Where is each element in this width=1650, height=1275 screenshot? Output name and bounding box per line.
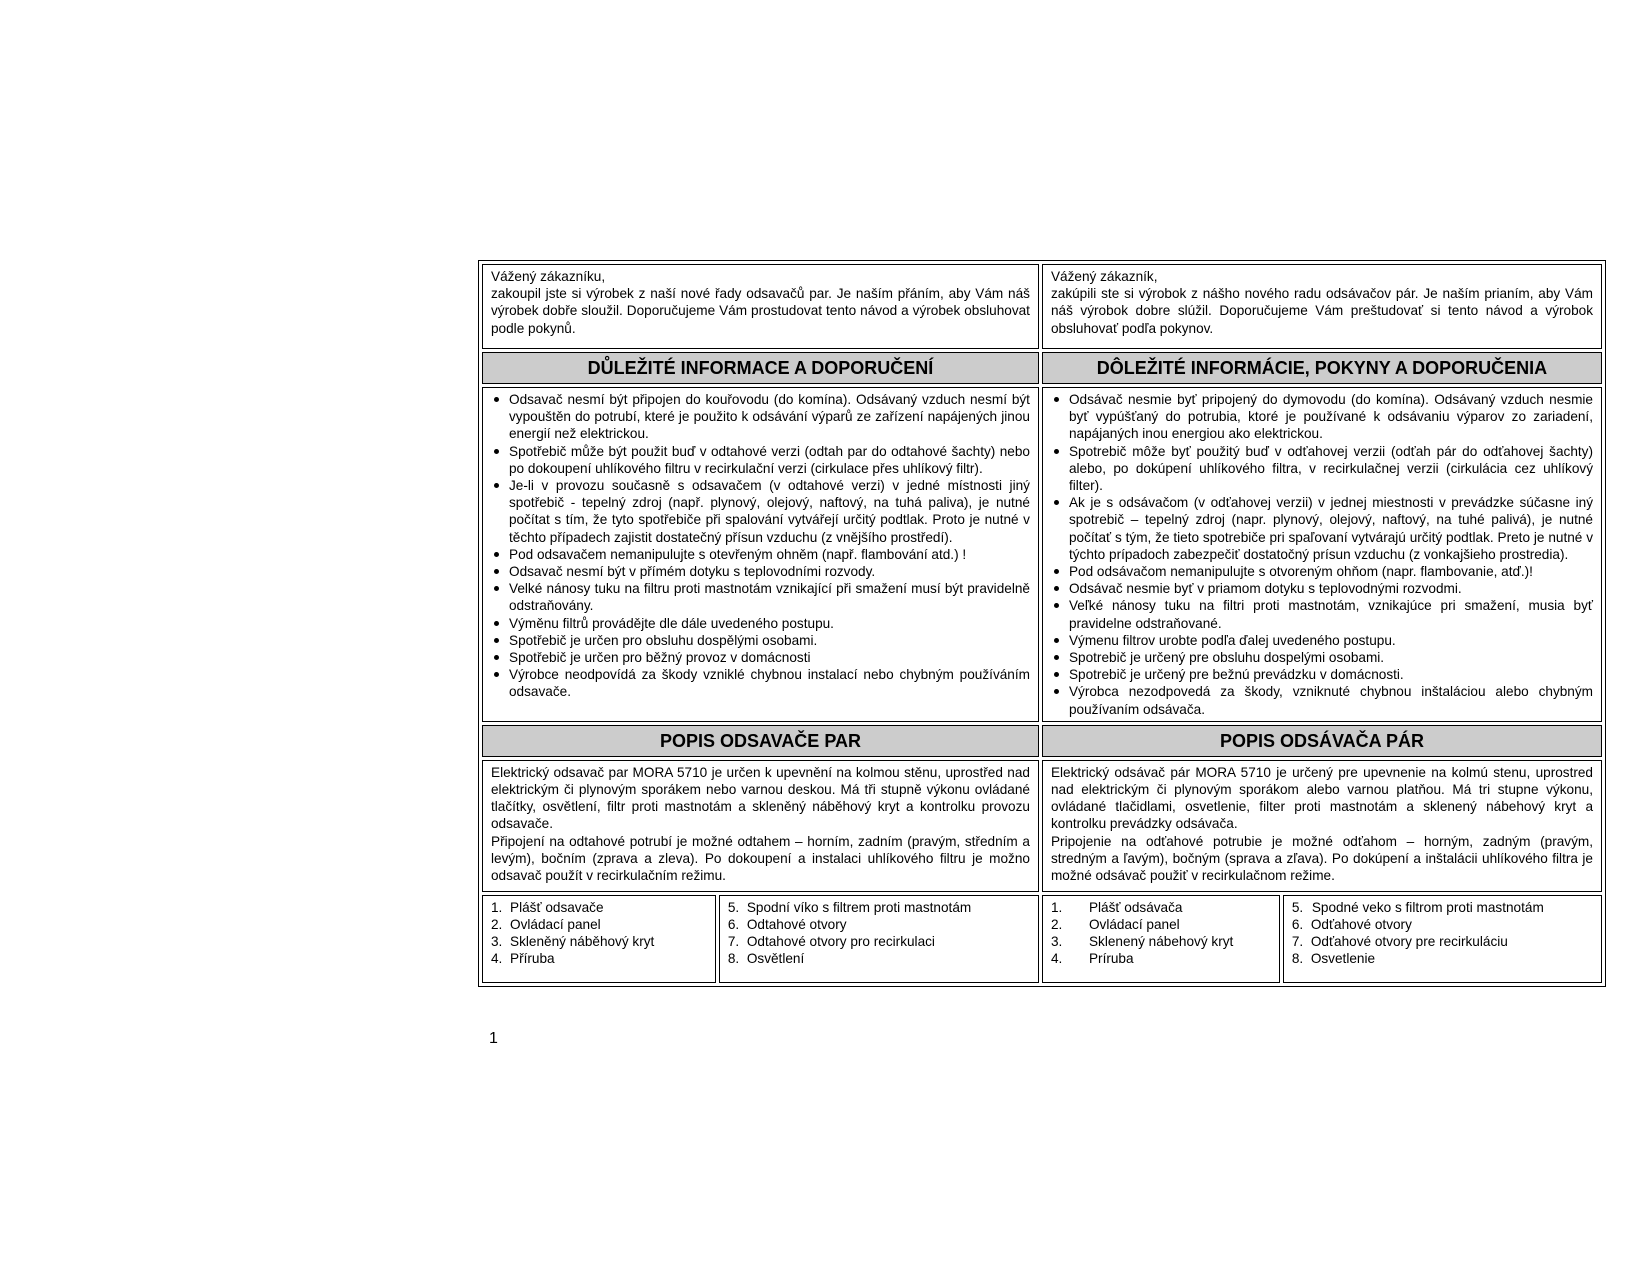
part-number: 1.: [491, 899, 503, 915]
description-p2-cz: Připojení na odtahové potrubí je možné odtahem – horním, zadním (pravým, středním a levým), bočním (zprava a zleva). Po dokoupení a instalaci uhlíkového filtru je možno odsavač použít v recirkulačním režimu.: [491, 833, 1030, 884]
part-number: 4.: [1050, 951, 1063, 967]
part-number: 6.: [727, 917, 740, 933]
list-item: [1292, 899, 1593, 916]
list-item: Pod odsávačom nemanipulujte s otvoreným ohňom (napr. flambovanie, atď.)!: [1051, 563, 1593, 580]
parts-list-left-sk: [1051, 899, 1271, 968]
important-list-cz: [491, 391, 1030, 701]
part-label: Odtahové otvory: [746, 917, 847, 933]
manual-table: [478, 260, 1606, 987]
list-item: [491, 899, 707, 916]
list-item: Výrobca nezodpovedá za škody, vzniknuté chybnou inštaláciou alebo chybným používaním odsávača.: [1051, 683, 1593, 717]
description-sk: [1042, 760, 1602, 892]
important-list-cz-cell: [482, 387, 1039, 722]
greeting-body-sk: zakúpili ste si výrobok z nášho nového radu odsávačov pár. Je naším prianím, aby Vám náš výrobok dobre slúžil. Doporučujeme Vám preštudovať si tento návod a výrobok obsluhovať podľa pokynov.: [1050, 286, 1593, 336]
part-label: Plášť odsavače: [510, 899, 604, 915]
part-label: Příruba: [510, 951, 555, 967]
part-label: Odťahové otvory: [1310, 917, 1412, 933]
part-number: 8.: [1291, 951, 1304, 967]
part-number: 3.: [491, 934, 503, 950]
parts-list-right-sk: [1292, 899, 1593, 968]
list-item: Spotřebič je určen pro běžný provoz v domácnosti: [491, 649, 1030, 666]
list-item: Odsávač nesmie byť pripojený do dymovodu (do komína). Odsávaný vzduch nesmie byť vypúšťaný do potrubia, ktoré je používané k odsávaniu výparov zo zariadení, napájaných inou energiou ako elektrickou.: [1051, 391, 1593, 443]
part-label: Sklenený nábehový kryt: [1088, 934, 1234, 950]
greeting-cz: [482, 264, 1039, 349]
parts-list-right-cz: [728, 899, 1030, 968]
list-item: Spotrebič je určený pre bežnú prevádzku v domácnosti.: [1051, 666, 1593, 683]
page-number: 1: [489, 1030, 498, 1047]
list-item: Spotřebič může být použit buď v odtahové verzi (odtah par do odtahové šachty) nebo po dokoupení uhlíkového filtru v recirkulační verzi (cirkulace přes uhlíkový filtr).: [491, 443, 1030, 477]
important-heading-cz: DŮLEŽITÉ INFORMACE A DOPORUČENÍ: [482, 352, 1039, 384]
important-list-sk: [1051, 391, 1593, 718]
part-number: 3.: [1050, 934, 1063, 950]
description-cz: [482, 760, 1039, 892]
parts-right-sk: [1283, 895, 1602, 983]
list-item: Ak je s odsávačom (v odťahovej verzii) v jednej miestnosti v prevádzke súčasne iný spotrebič – tepelný zdroj (napr. plynový, olejový, naftový, na tuhé palivá), je nutné počítať s tým, že tieto spotrebiče pri spaľovaní vytvárajú určitý podtlak. Preto je nutné v týchto prípadoch zabezpečiť dostatočný prísun vzduchu (z vonkajšieho prostredia).: [1051, 494, 1593, 563]
list-item: Odsávač nesmie byť v priamom dotyku s teplovodnými rozvodmi.: [1051, 580, 1593, 597]
description-p2-sk: Pripojenie na odťahové potrubie je možné odťahom – horným, zadným (pravým, stredným a ľavým), bočným (sprava a zľava). Po dokúpení a inštalácii uhlíkového filtra je možné odsávač použiť v recirkulačnom režime.: [1050, 833, 1593, 884]
part-number: 2.: [491, 917, 503, 933]
part-label: Osvetlenie: [1310, 951, 1376, 967]
part-number: 6.: [1291, 917, 1304, 933]
list-item: [728, 916, 1030, 933]
list-item: Výrobce neodpovídá za škody vzniklé chybnou instalací nebo chybným používáním odsavače.: [491, 666, 1030, 700]
part-number: 7.: [1291, 934, 1304, 950]
list-item: [1051, 933, 1271, 950]
list-item: Spotrebič je určený pre obsluhu dospelými osobami.: [1051, 649, 1593, 666]
list-item: [1051, 950, 1271, 967]
part-number: 4.: [491, 951, 503, 967]
list-item: [1292, 950, 1593, 967]
part-number: 5.: [727, 899, 740, 915]
part-number: 5.: [1291, 899, 1304, 915]
important-list-sk-cell: [1042, 387, 1602, 722]
description-p1-sk: Elektrický odsávač pár MORA 5710 je určený pre upevnenie na kolmú stenu, uprostred nad elektrickým či plynovým sporákom alebo varnou platňou. Má tri stupne výkonu, ovládané tlačidlami, osvetlenie, filter proti mastnotám a sklenený nábehový kryt a kontrolku prevádzky odsávača.: [1050, 764, 1593, 832]
list-item: Je-li v provozu současně s odsavačem (v odtahové verzi) v jedné místnosti jiný spotřebič - tepelný zdroj (např. plynový, olejový, naftový, na tuhá paliva), je nutné počítat s tím, že tyto spotřebiče při spalování vytvářejí určitý podtlak. Proto je nutné v těchto případech zajistit dostatečný přísun vzduchu (z vnějšího prostředí).: [491, 477, 1030, 546]
list-item: [491, 950, 707, 967]
list-item: Pod odsavačem nemanipulujte s otevřeným ohněm (např. flambování atd.) !: [491, 546, 1030, 563]
part-label: Príruba: [1088, 951, 1134, 967]
part-label: Ovládací panel: [510, 917, 601, 933]
greeting-title-cz: Vážený zákazníku,: [491, 269, 606, 284]
list-item: [491, 933, 707, 950]
list-item: [728, 950, 1030, 967]
greeting-sk: [1042, 264, 1602, 349]
list-item: Výmenu filtrov urobte podľa ďalej uvedeného postupu.: [1051, 632, 1593, 649]
list-item: Veľké nánosy tuku na filtri proti mastnotám, vznikajúce pri smažení, musia byť pravidelne odstraňované.: [1051, 597, 1593, 631]
parts-list-left-cz: [491, 899, 707, 968]
list-item: [491, 916, 707, 933]
list-item: [1292, 933, 1593, 950]
list-item: Výměnu filtrů provádějte dle dále uvedeného postupu.: [491, 615, 1030, 632]
description-heading-sk: POPIS ODSÁVAČA PÁR: [1042, 725, 1602, 757]
list-item: Spotrebič môže byť použitý buď v odťahovej verzii (odťah pár do odťahovej šachty) alebo, po dokúpení uhlíkového filtra, v recirkulačnej verzii (cirkulácia cez uhlíkový filter).: [1051, 443, 1593, 495]
description-p1-cz: Elektrický odsavač par MORA 5710 je určen k upevnění na kolmou stěnu, uprostřed nad elektrickým či plynovým sporákem nebo varnou deskou. Má tři stupně výkonu ovládané tlačítky, osvětlení, filtr proti mastnotám a skleněný náběhový kryt a kontrolku provozu odsavače.: [491, 764, 1030, 832]
part-number: 8.: [727, 951, 740, 967]
parts-left-cz: [482, 895, 716, 983]
parts-left-sk: [1042, 895, 1280, 983]
part-label: Skleněný náběhový kryt: [510, 934, 655, 950]
part-label: Plášť odsávača: [1088, 899, 1183, 915]
list-item: [1051, 899, 1271, 916]
list-item: Velké nánosy tuku na filtru proti mastnotám vznikající při smažení musí být pravidelně odstraňovány.: [491, 580, 1030, 614]
part-number: 7.: [727, 934, 740, 950]
list-item: Odsavač nesmí být připojen do kouřovodu (do komína). Odsávaný vzduch nesmí být vypouštěn do potrubí, které je použito k odsávání výparů ze zařízení napájených jinou energií než elektrickou.: [491, 391, 1030, 443]
list-item: Odsavač nesmí být v přímém dotyku s teplovodními rozvody.: [491, 563, 1030, 580]
important-heading-sk: DÔLEŽITÉ INFORMÁCIE, POKYNY A DOPORUČENIA: [1042, 352, 1602, 384]
parts-right-cz: [719, 895, 1039, 983]
part-label: Osvětlení: [746, 951, 805, 967]
description-heading-cz: POPIS ODSAVAČE PAR: [482, 725, 1039, 757]
list-item: [728, 899, 1030, 916]
list-item: [728, 933, 1030, 950]
part-label: Ovládací panel: [1088, 917, 1180, 933]
list-item: [1051, 916, 1271, 933]
part-label: Spodné veko s filtrom proti mastnotám: [1311, 899, 1544, 915]
part-label: Odťahové otvory pre recirkuláciu: [1310, 934, 1508, 950]
greeting-title-sk: Vážený zákazník,: [1050, 269, 1158, 284]
part-label: Spodní víko s filtrem proti mastnotám: [746, 899, 972, 915]
part-number: 2.: [1050, 917, 1063, 933]
part-number: 1.: [1050, 899, 1063, 915]
greeting-body-cz: zakoupil jste si výrobek z naší nové řady odsavačů par. Je naším přáním, aby Vám náš výrobek dobře sloužil. Doporučujeme Vám prostudovat tento návod a výrobek obsluhovat podle pokynů.: [491, 286, 1030, 336]
part-label: Odtahové otvory pro recirkulaci: [746, 934, 935, 950]
list-item: [1292, 916, 1593, 933]
list-item: Spotřebič je určen pro obsluhu dospělými osobami.: [491, 632, 1030, 649]
